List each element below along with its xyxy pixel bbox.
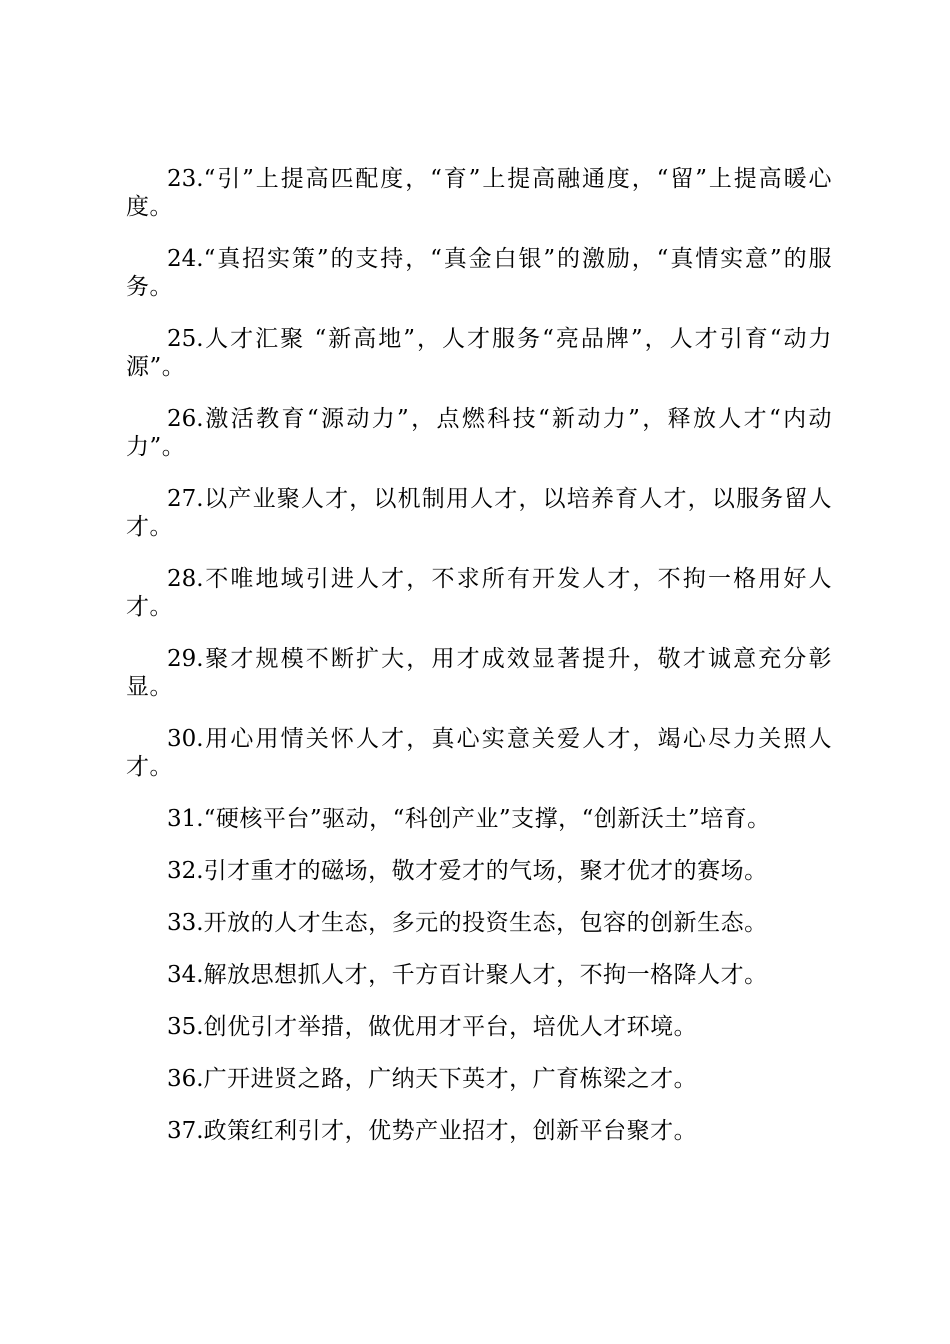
item-text: “引”上提高匹配度，“育”上提高融通度，“留”上提高暖心度。 (126, 166, 832, 220)
item-number: 30. (167, 726, 204, 752)
item-number: 28. (167, 566, 204, 592)
item-text: 以产业聚人才，以机制用人才，以培养育人才，以服务留人才。 (126, 486, 832, 540)
item-text: 不唯地域引进人才，不求所有开发人才，不拘一格用好人才。 (126, 566, 832, 620)
list-item-30 (126, 725, 832, 781)
item-text: 解放思想抓人才，千方百计聚人才，不拘一格降人才。 (203, 962, 768, 988)
list-item-37 (126, 1117, 832, 1145)
list-item-29 (126, 645, 832, 701)
item-number: 24. (167, 246, 204, 272)
item-number: 36. (167, 1066, 204, 1092)
item-text: 人才汇聚 “新高地”，人才服务“亮品牌”，人才引育“动力源”。 (126, 326, 832, 380)
list-item-24 (126, 245, 832, 301)
item-text: 引才重才的磁场，敬才爱才的气场，聚才优才的赛场。 (203, 858, 768, 884)
list-item-23 (126, 165, 832, 221)
item-number: 35. (167, 1014, 204, 1040)
list-item-33 (126, 909, 832, 937)
item-number: 26. (167, 406, 204, 432)
item-text: 聚才规模不断扩大，用才成效显著提升，敬才诚意充分彰显。 (126, 646, 832, 700)
list-item-31 (126, 805, 832, 833)
item-number: 27. (167, 486, 204, 512)
list-item-34 (126, 961, 832, 989)
item-number: 31. (167, 806, 204, 832)
item-number: 37. (167, 1118, 204, 1144)
item-text: “硬核平台”驱动，“科创产业”支撑，“创新沃土”培育。 (203, 806, 771, 832)
item-number: 25. (167, 326, 204, 352)
list-item-32 (126, 857, 832, 885)
item-text: “真招实策”的支持，“真金白银”的激励，“真情实意”的服务。 (126, 246, 832, 300)
list-item-26 (126, 405, 832, 461)
item-number: 32. (167, 858, 204, 884)
item-text: 政策红利引才，优势产业招才，创新平台聚才。 (203, 1118, 698, 1144)
item-text: 开放的人才生态，多元的投资生态，包容的创新生态。 (203, 910, 768, 936)
item-number: 29. (167, 646, 204, 672)
item-number: 34. (167, 962, 204, 988)
list-item-35 (126, 1013, 832, 1041)
item-text: 用心用情关怀人才，真心实意关爱人才，竭心尽力关照人才。 (126, 726, 832, 780)
list-item-27 (126, 485, 832, 541)
item-number: 33. (167, 910, 204, 936)
list-item-36 (126, 1065, 832, 1093)
document-page (126, 165, 832, 1169)
list-item-25 (126, 325, 832, 381)
item-text: 广开进贤之路，广纳天下英才，广育栋梁之才。 (203, 1066, 698, 1092)
item-text: 激活教育“源动力”，点燃科技“新动力”，释放人才“内动力”。 (126, 406, 832, 460)
list-item-28 (126, 565, 832, 621)
item-text: 创优引才举措，做优用才平台，培优人才环境。 (203, 1014, 698, 1040)
item-number: 23. (167, 166, 204, 192)
